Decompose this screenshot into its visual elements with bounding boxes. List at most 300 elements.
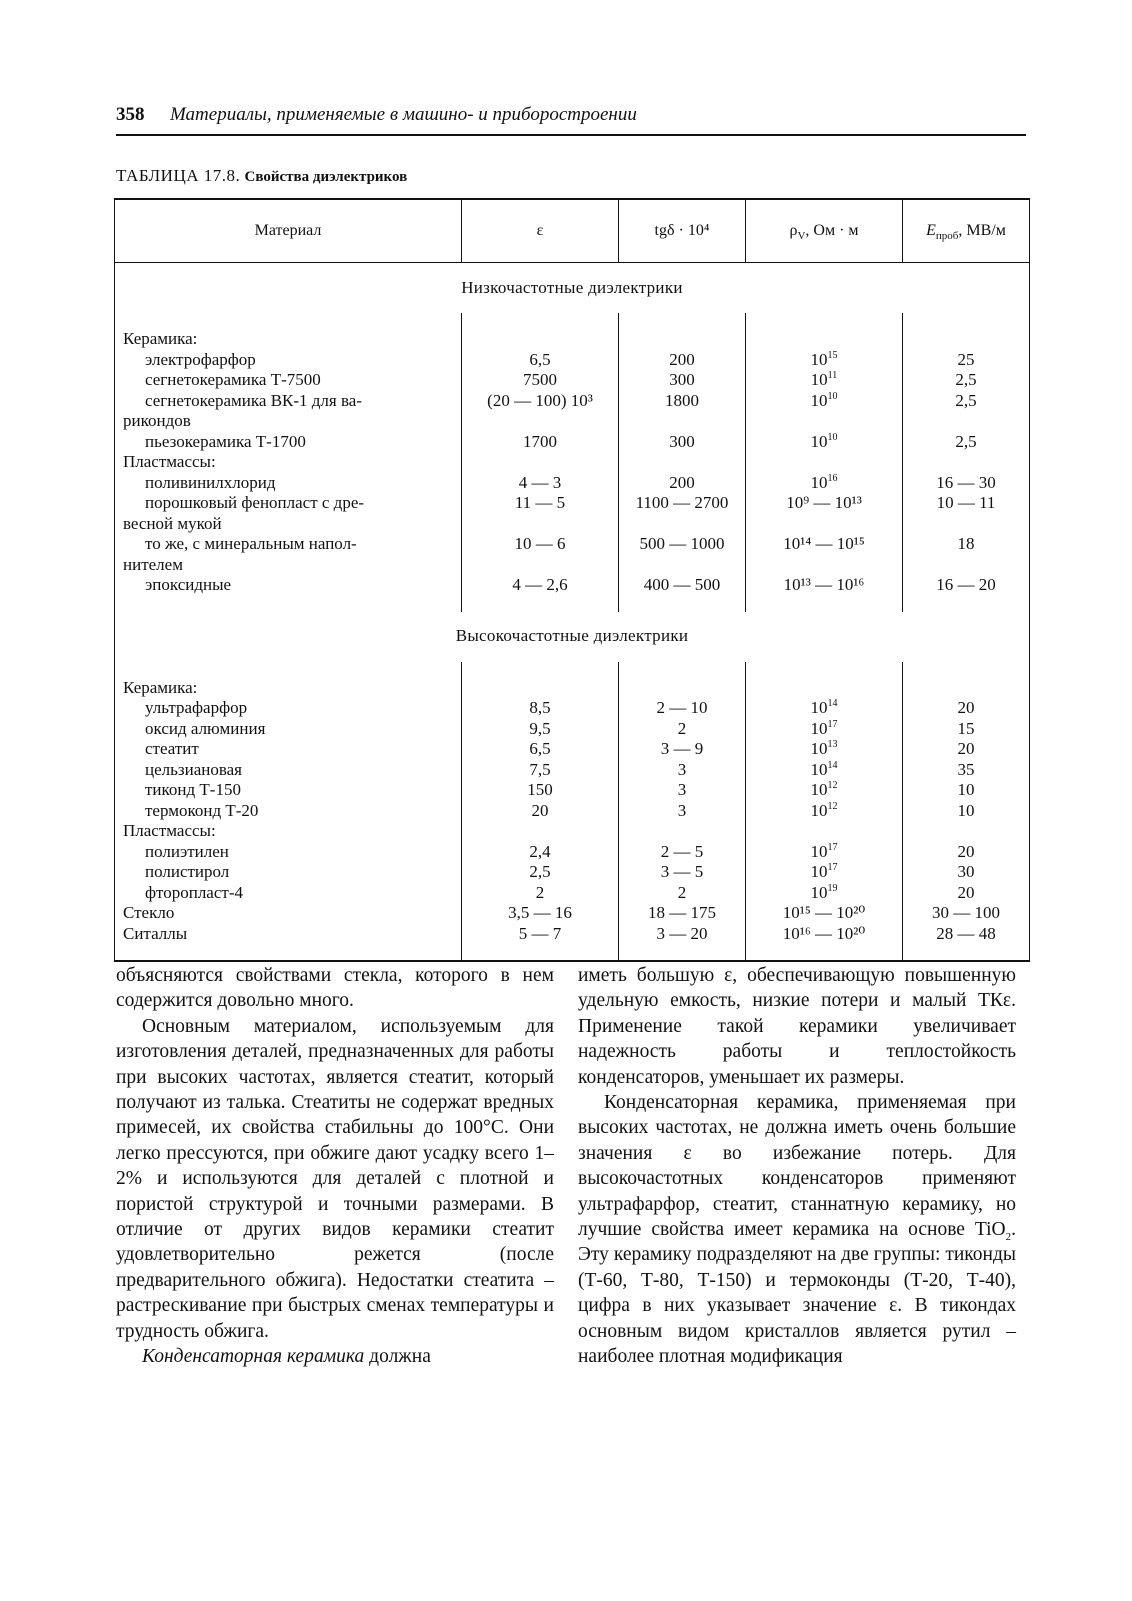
cell-eps <box>462 924 619 945</box>
cell-eps <box>462 698 619 719</box>
material-name: эпоксидные <box>145 575 232 594</box>
spacer-cell <box>115 313 462 329</box>
rho-base: 10 <box>810 370 828 389</box>
cell-material <box>115 391 462 432</box>
cell-e <box>903 924 1030 945</box>
right-paragraph-1: иметь большую ε, обеспечивающую повышенную удельную емкость, низкие потери и малый ТКε. Применение такой керамики увеличивает надежность работы и теплостойкость конденсаторов, уменьшает их размеры. <box>578 965 1016 1088</box>
rho-range: 10¹⁶ — 10²⁰ <box>782 923 866 943</box>
eps-value: 6,5 <box>529 739 551 758</box>
cell-eps <box>462 370 619 391</box>
cell-tg <box>619 719 746 740</box>
table-row <box>115 473 1030 494</box>
running-title: Материалы, применяемые в машино- и приборостроении <box>170 104 637 125</box>
header-e-unit: , МВ/м <box>958 221 1006 239</box>
tg-value: 2 — 5 <box>660 841 704 861</box>
cell-material <box>115 862 462 883</box>
table-row <box>115 780 1030 801</box>
cell-rho <box>746 801 903 822</box>
spacer-cell <box>903 313 1030 329</box>
rho-base: 10 <box>810 780 828 799</box>
cell-e <box>903 739 1030 760</box>
e-value: 30 — 100 <box>932 903 1000 922</box>
table-caption <box>116 166 407 186</box>
left-paragraph-2: Основным материалом, используемым для изготовления деталей, предназначенных для работы при высоких частотах, является стеатит, который получают из талька. Стеатиты не содержат вредных примесей, их свойства стабильны до 100°С. Они легко прессуются, при обжиге дают усадку всего 1–2% и используются для деталей с плотной и пористой структурой и точными размерами. В отличие от других видов керамики стеатит удовлетворительно режется (после предварительного обжига). Недостатки стеатита – растрескивание при быстрых сменах температуры и трудность обжига. <box>116 1015 554 1342</box>
material-name: Керамика: <box>123 329 198 348</box>
cell-rho <box>746 534 903 575</box>
cell-tg <box>619 883 746 904</box>
header-eps: ε <box>462 199 619 263</box>
header-rho-unit: , Ом · м <box>805 221 859 239</box>
eps-value: 7,5 <box>529 759 551 779</box>
material-name: цельзиановая <box>145 759 243 779</box>
material-name: Пластмассы: <box>123 821 216 840</box>
cell-rho <box>746 739 903 760</box>
rho-exponent: 10 <box>827 431 838 443</box>
material-name: стеатит <box>145 739 199 758</box>
table-row <box>115 493 1030 534</box>
cell-eps <box>462 842 619 863</box>
cell-tg <box>619 739 746 760</box>
right-paragraph-2-part-b: . Эту керамику подразделяют на две группы: тиконды (Т-60, Т-80, Т-150) и термоконды (Т-20, Т-40), цифра в них указывает значение ε. В тикондах основным видом кристаллов является рутил – наиболее плотная модификация <box>578 1219 1016 1368</box>
cell-e <box>903 452 1030 473</box>
rho-base: 10 <box>810 800 828 820</box>
e-value: 10 <box>957 800 975 820</box>
e-value: 20 <box>957 882 975 902</box>
cell-material <box>115 329 462 350</box>
cell-tg <box>619 821 746 842</box>
rho-exponent: 16 <box>827 472 838 484</box>
cell-e <box>903 883 1030 904</box>
cell-e <box>903 350 1030 371</box>
section-row <box>115 612 1030 662</box>
rho-base: 10 <box>810 472 828 492</box>
cell-rho <box>746 903 903 924</box>
e-value: 10 <box>957 780 975 799</box>
header-tg: tgδ · 10⁴ <box>619 199 746 263</box>
tg-value: 300 <box>669 370 695 389</box>
rho-exponent: 14 <box>827 698 838 709</box>
eps-value: (20 — 100) 10³ <box>487 390 593 410</box>
cell-tg <box>619 678 746 699</box>
cell-rho <box>746 862 903 883</box>
rho-exponent: 11 <box>827 370 838 381</box>
cell-e <box>903 862 1030 883</box>
cell-eps <box>462 329 619 350</box>
cell-e <box>903 780 1030 801</box>
table-body <box>115 263 1030 962</box>
spacer-cell <box>619 662 746 678</box>
spacer-cell <box>746 596 903 612</box>
section-title: Высокочастотные диэлектрики <box>455 626 689 646</box>
spacer-cell <box>619 944 746 961</box>
spacer-cell <box>462 596 619 612</box>
eps-value: 2,4 <box>529 841 551 861</box>
cell-rho <box>746 350 903 371</box>
table-row <box>115 719 1030 740</box>
eps-value: 11 — 5 <box>514 493 566 512</box>
cell-rho <box>746 842 903 863</box>
rho-exponent: 14 <box>827 759 838 771</box>
table-header-row <box>115 199 1030 263</box>
cell-material <box>115 903 462 924</box>
tg-value: 2 <box>677 882 687 902</box>
dielectrics-table <box>114 198 1030 962</box>
cell-tg <box>619 391 746 432</box>
cell-e <box>903 534 1030 575</box>
eps-value: 9,5 <box>529 718 551 738</box>
cell-rho <box>746 452 903 473</box>
eps-value: 150 <box>527 780 553 799</box>
cell-eps <box>462 760 619 781</box>
page-number: 358 <box>116 104 145 125</box>
material-name: полиэтилен <box>145 841 229 861</box>
cell-rho <box>746 821 903 842</box>
page-header <box>116 104 1026 136</box>
e-value: 30 <box>957 862 975 881</box>
cell-e <box>903 432 1030 453</box>
table-row <box>115 534 1030 575</box>
tg-value: 400 — 500 <box>643 575 721 594</box>
rho-base: 10 <box>810 390 828 410</box>
cell-eps <box>462 575 619 596</box>
cell-eps <box>462 780 619 801</box>
cell-tg <box>619 329 746 350</box>
e-value: 16 — 20 <box>936 575 996 594</box>
cell-material <box>115 760 462 781</box>
left-paragraph-1: объясняются свойствами стекла, которого в нем содержится довольно много. <box>116 965 554 1012</box>
tg-value: 3 <box>677 759 687 779</box>
tg-value: 200 <box>669 472 695 492</box>
spacer-row <box>115 944 1030 961</box>
table-row <box>115 575 1030 596</box>
spacer-row <box>115 662 1030 678</box>
cell-rho <box>746 719 903 740</box>
material-name: полистирол <box>145 862 230 881</box>
cell-rho <box>746 575 903 596</box>
cell-tg <box>619 432 746 453</box>
rho-exponent: 10 <box>827 390 838 402</box>
cell-material <box>115 370 462 391</box>
cell-e <box>903 473 1030 494</box>
spacer-cell <box>115 944 462 961</box>
e-value: 25 <box>957 349 975 369</box>
cell-rho <box>746 698 903 719</box>
cell-material <box>115 739 462 760</box>
cell-rho <box>746 493 903 534</box>
table-row <box>115 739 1030 760</box>
table-row <box>115 924 1030 945</box>
rho-base: 10 <box>810 841 828 861</box>
tg-value: 2 — 10 <box>656 698 708 717</box>
spacer-row <box>115 596 1030 612</box>
rho-base: 10 <box>810 698 828 717</box>
cell-e <box>903 493 1030 534</box>
cell-rho <box>746 473 903 494</box>
eps-value: 2 <box>535 882 545 902</box>
spacer-cell <box>746 662 903 678</box>
cell-eps <box>462 883 619 904</box>
rho-base: 10 <box>810 718 828 738</box>
cell-material <box>115 678 462 699</box>
cell-material <box>115 473 462 494</box>
cell-eps <box>462 432 619 453</box>
e-value: 18 <box>957 534 975 553</box>
cell-tg <box>619 452 746 473</box>
left-paragraph-3-emphasis: Конденсаторная керамика <box>142 1346 365 1368</box>
e-value: 20 <box>957 739 975 758</box>
table-row <box>115 801 1030 822</box>
cell-eps <box>462 350 619 371</box>
rho-base: 10 <box>810 759 828 779</box>
spacer-cell <box>115 662 462 678</box>
e-value: 2,5 <box>955 431 977 451</box>
tg-value: 18 — 175 <box>648 903 716 922</box>
cell-e <box>903 575 1030 596</box>
table-caption-name: Свойства диэлектриков <box>244 169 408 185</box>
cell-tg <box>619 698 746 719</box>
cell-e <box>903 678 1030 699</box>
cell-tg <box>619 862 746 883</box>
material-name: Ситаллы <box>123 923 188 943</box>
tg-value: 3 <box>677 780 687 799</box>
e-value: 20 <box>957 841 975 861</box>
cell-e <box>903 903 1030 924</box>
cell-tg <box>619 473 746 494</box>
material-name: сегнетокерамика Т-7500 <box>145 370 321 389</box>
cell-rho <box>746 780 903 801</box>
table-row <box>115 452 1030 473</box>
material-name: термоконд Т-20 <box>145 800 259 820</box>
rho-exponent: 17 <box>827 862 838 873</box>
eps-value: 8,5 <box>529 698 551 717</box>
eps-value: 4 — 3 <box>518 472 562 492</box>
material-name: фторопласт-4 <box>145 882 243 902</box>
header-rho-sub: V <box>797 229 806 242</box>
header-e-sub: проб <box>935 229 959 242</box>
cell-material <box>115 719 462 740</box>
table-row <box>115 678 1030 699</box>
material-name: Керамика: <box>123 677 198 697</box>
material-name: порошковый фенопласт с дре- <box>145 493 365 512</box>
rho-base: 10 <box>810 739 828 758</box>
cell-eps <box>462 719 619 740</box>
cell-tg <box>619 370 746 391</box>
table-row <box>115 432 1030 453</box>
material-name: пьезокерамика Т-1700 <box>145 431 306 451</box>
rho-base: 10 <box>810 862 828 881</box>
cell-eps <box>462 534 619 575</box>
cell-eps <box>462 452 619 473</box>
table-row <box>115 760 1030 781</box>
eps-value: 10 — 6 <box>514 534 566 553</box>
e-value: 10 — 11 <box>936 493 996 512</box>
cell-eps <box>462 862 619 883</box>
cell-material <box>115 432 462 453</box>
e-value: 28 — 48 <box>936 923 996 943</box>
tg-value: 3 — 5 <box>660 862 704 881</box>
text-column-right <box>578 963 1016 1370</box>
cell-material <box>115 350 462 371</box>
cell-tg <box>619 801 746 822</box>
table-row <box>115 903 1030 924</box>
rho-exponent: 13 <box>827 739 838 750</box>
cell-material <box>115 821 462 842</box>
tg-value: 500 — 1000 <box>639 534 725 553</box>
rho-range: 10¹⁵ — 10²⁰ <box>782 903 866 922</box>
cell-eps <box>462 903 619 924</box>
eps-value: 4 — 2,6 <box>512 575 568 594</box>
material-name: Пластмассы: <box>123 452 216 471</box>
cell-eps <box>462 821 619 842</box>
rho-base: 10 <box>810 882 828 902</box>
spacer-cell <box>462 662 619 678</box>
cell-e <box>903 329 1030 350</box>
cell-eps <box>462 801 619 822</box>
left-paragraph-3 <box>116 1344 554 1369</box>
cell-rho <box>746 391 903 432</box>
spacer-cell <box>462 944 619 961</box>
material-name-continued: весной мукой <box>123 513 222 533</box>
cell-e <box>903 370 1030 391</box>
tg-value: 3 <box>677 800 687 820</box>
right-paragraph-2-sub: 2 <box>1005 1230 1012 1243</box>
right-paragraph-2 <box>578 1090 1016 1369</box>
material-name-continued: рикондов <box>123 411 191 430</box>
e-value: 15 <box>957 718 975 738</box>
tg-value: 3 — 20 <box>656 923 708 943</box>
cell-e <box>903 719 1030 740</box>
cell-e <box>903 391 1030 432</box>
header-rho-symbol: ρ <box>789 221 798 239</box>
material-name: сегнетокерамика ВК-1 для ва- <box>145 390 362 410</box>
rho-exponent: 15 <box>827 349 838 361</box>
spacer-cell <box>115 596 462 612</box>
cell-rho <box>746 370 903 391</box>
rho-exponent: 19 <box>827 882 838 894</box>
cell-rho <box>746 432 903 453</box>
cell-tg <box>619 780 746 801</box>
tg-value: 300 <box>669 431 695 451</box>
material-name: поливинилхлорид <box>145 472 276 492</box>
e-value: 2,5 <box>955 390 977 410</box>
spacer-cell <box>619 596 746 612</box>
cell-material <box>115 780 462 801</box>
right-paragraph-2-part-a: Конденсаторная керамика, применяемая при высоких частотах, не должна иметь очень большие значения ε во избежание потерь. Для высокочастотных конденсаторов применяют ультрафарфор, стеатит, станнатную керамику, но лучшие свойства имеет керамика на основе TiO <box>578 1092 1016 1241</box>
rho-exponent: 12 <box>827 800 838 812</box>
cell-tg <box>619 350 746 371</box>
material-name: то же, с минеральным напол- <box>145 534 357 553</box>
section-title: Низкочастотные диэлектрики <box>461 277 683 297</box>
spacer-cell <box>746 944 903 961</box>
table-row <box>115 391 1030 432</box>
cell-material <box>115 883 462 904</box>
cell-material <box>115 698 462 719</box>
table-row <box>115 370 1030 391</box>
cell-material <box>115 452 462 473</box>
cell-rho <box>746 883 903 904</box>
cell-tg <box>619 534 746 575</box>
header-rho <box>746 199 903 263</box>
text-column-left <box>116 963 554 1370</box>
left-paragraph-3-rest: должна <box>364 1346 431 1368</box>
eps-value: 7500 <box>523 370 557 389</box>
spacer-cell <box>619 313 746 329</box>
eps-value: 6,5 <box>529 349 551 369</box>
rho-range: 10¹³ — 10¹⁶ <box>783 575 865 594</box>
table-row <box>115 862 1030 883</box>
spacer-cell <box>903 662 1030 678</box>
rho-range: 10¹⁴ — 10¹⁵ <box>783 534 865 553</box>
spacer-cell <box>746 313 903 329</box>
header-material: Материал <box>115 199 462 263</box>
cell-material <box>115 842 462 863</box>
tg-value: 200 <box>669 349 695 369</box>
tg-value: 1800 <box>665 390 699 410</box>
table-row <box>115 842 1030 863</box>
cell-e <box>903 801 1030 822</box>
cell-rho <box>746 329 903 350</box>
e-value: 35 <box>957 759 975 779</box>
cell-tg <box>619 903 746 924</box>
eps-value: 5 — 7 <box>518 923 562 943</box>
section-row <box>115 263 1030 314</box>
cell-rho <box>746 924 903 945</box>
cell-material <box>115 924 462 945</box>
table-caption-label: ТАБЛИЦА 17.8. <box>116 166 241 185</box>
rho-range: 10⁹ — 10¹³ <box>786 493 862 512</box>
material-name: оксид алюминия <box>145 718 266 738</box>
cell-e <box>903 760 1030 781</box>
eps-value: 2,5 <box>529 862 551 881</box>
rho-base: 10 <box>810 349 828 369</box>
eps-value: 1700 <box>523 431 557 451</box>
rho-exponent: 17 <box>827 841 838 853</box>
e-value: 16 — 30 <box>936 472 996 492</box>
tg-value: 3 — 9 <box>660 739 704 758</box>
tg-value: 1100 — 2700 <box>635 493 729 512</box>
table-row <box>115 883 1030 904</box>
cell-material <box>115 575 462 596</box>
e-value: 2,5 <box>955 370 977 389</box>
header-e-symbol: E <box>926 221 936 239</box>
cell-tg <box>619 493 746 534</box>
cell-e <box>903 842 1030 863</box>
rho-exponent: 17 <box>827 718 838 730</box>
spacer-cell <box>903 596 1030 612</box>
spacer-cell <box>903 944 1030 961</box>
material-name: ультрафарфор <box>145 698 248 717</box>
material-name-continued: нителем <box>123 554 183 574</box>
table-row <box>115 698 1030 719</box>
material-name: тиконд Т-150 <box>145 780 241 799</box>
cell-eps <box>462 391 619 432</box>
table-row <box>115 329 1030 350</box>
cell-tg <box>619 760 746 781</box>
spacer-row <box>115 313 1030 329</box>
table-row <box>115 350 1030 371</box>
spacer-cell <box>462 313 619 329</box>
cell-tg <box>619 924 746 945</box>
cell-rho <box>746 678 903 699</box>
eps-value: 20 <box>531 800 549 820</box>
cell-material <box>115 534 462 575</box>
rho-base: 10 <box>810 431 828 451</box>
tg-value: 2 <box>677 718 687 738</box>
cell-e <box>903 821 1030 842</box>
cell-eps <box>462 473 619 494</box>
material-name: электрофарфор <box>145 349 256 369</box>
e-value: 20 <box>957 698 975 717</box>
